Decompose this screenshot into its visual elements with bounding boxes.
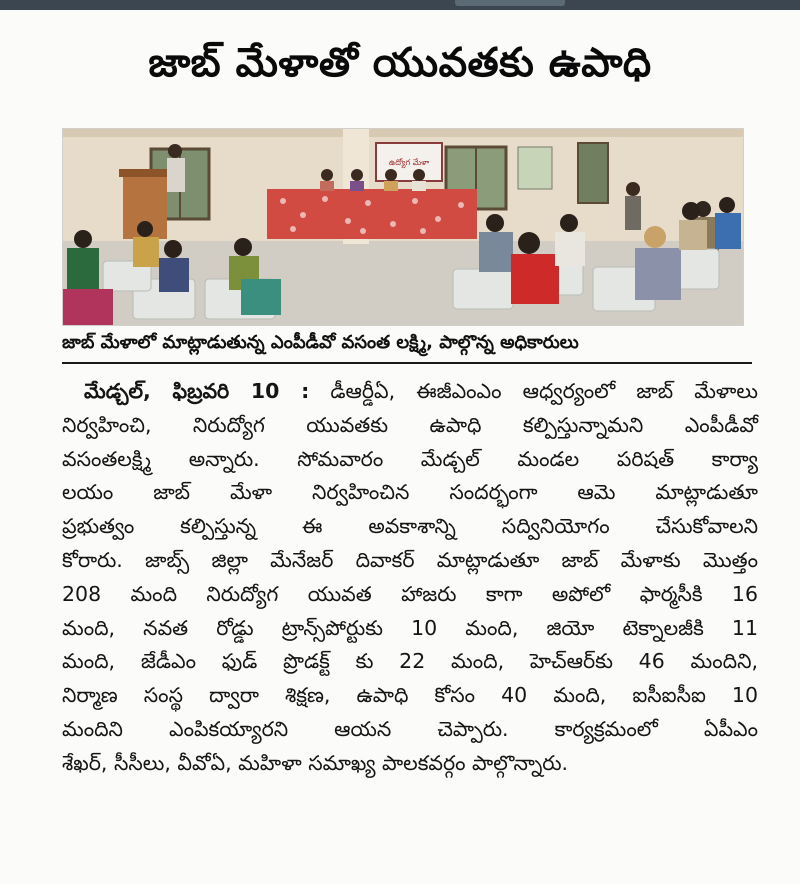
article-line-11: మందిని ఎంపికయ్యారని ఆయన చెప్పారు. కార్యక్రమంలో ఏపీఎం — [62, 716, 758, 741]
photo-caption: జాబ్ మేళాలో మాట్లాడుతున్న ఎంపీడీవో వసంత లక్ష్మి, పాల్గొన్న అధికారులు — [62, 332, 579, 353]
job-mela-meeting-photo — [63, 129, 743, 325]
article-line-4: లయం జాబ్ మేళా నిర్వహించిన సందర్భంగా ఆమె మాట్లాడుతూ — [62, 480, 758, 505]
article-line-2: నిర్వహించి, నిరుద్యోగ యువతకు ఉపాధి కల్పిస్తున్నామని ఎంపీడీవో — [62, 412, 758, 437]
photo-banner-text: ఉద్యోగ మేళా — [388, 158, 430, 167]
article-line-5: ప్రభుత్వం కల్పిస్తున్న ఈ అవకాశాన్ని సద్వినియోగం చేసుకోవాలని — [62, 514, 758, 539]
window-top-bar — [0, 0, 800, 10]
article-line-8: మంది, నవత రోడ్డు ట్రాన్స్‌పోర్టుకు 10 మంది, జియో టెక్నాలజీకి 11 — [62, 615, 758, 640]
article-body — [62, 375, 758, 781]
article-line-3: వసంతలక్ష్మి అన్నారు. సోమవారం మేడ్చల్ మండల పరిషత్ కార్యా — [62, 446, 758, 471]
caption-divider — [62, 362, 752, 364]
article-line-10: నిర్మాణ సంస్థ ద్వారా శిక్షణ, ఉపాధి కోసం 40 మంది, ఐసీఐసీఐ 10 — [62, 683, 758, 708]
top-bar-tab — [455, 0, 565, 6]
article-line-1 — [62, 375, 758, 409]
dateline: మేడ్చల్, ఫిబ్రవరి 10 : — [84, 379, 310, 403]
article-text: డీఆర్డీఏ, ఈజీఎంఎం ఆధ్వర్యంలో జాబ్ మేళాలు — [309, 379, 758, 403]
article-headline: జాబ్ మేళాతో యువతకు ఉపాధి — [148, 40, 652, 86]
article-line-9: మంది, జేడీఎం ఫుడ్ ప్రొడక్ట్ కు 22 మంది, హెచ్ఆర్‌కు 46 మందిని, — [62, 649, 758, 674]
article-line-6: కోరారు. జాబ్స్ జిల్లా మేనేజర్ దివాకర్ మాట్లాడుతూ జాబ్ మేళాకు మొత్తం — [62, 547, 758, 572]
article-line-7: 208 మంది నిరుద్యోగ యువత హాజరు కాగా అపోలో ఫార్మసీకి 16 — [62, 581, 758, 606]
article-photo — [62, 128, 744, 326]
article-line-12: శేఖర్, సీసీలు, వీవోఏ, మహిళా సమాఖ్య పాలకవర్గం పాల్గొన్నారు. — [62, 750, 569, 775]
